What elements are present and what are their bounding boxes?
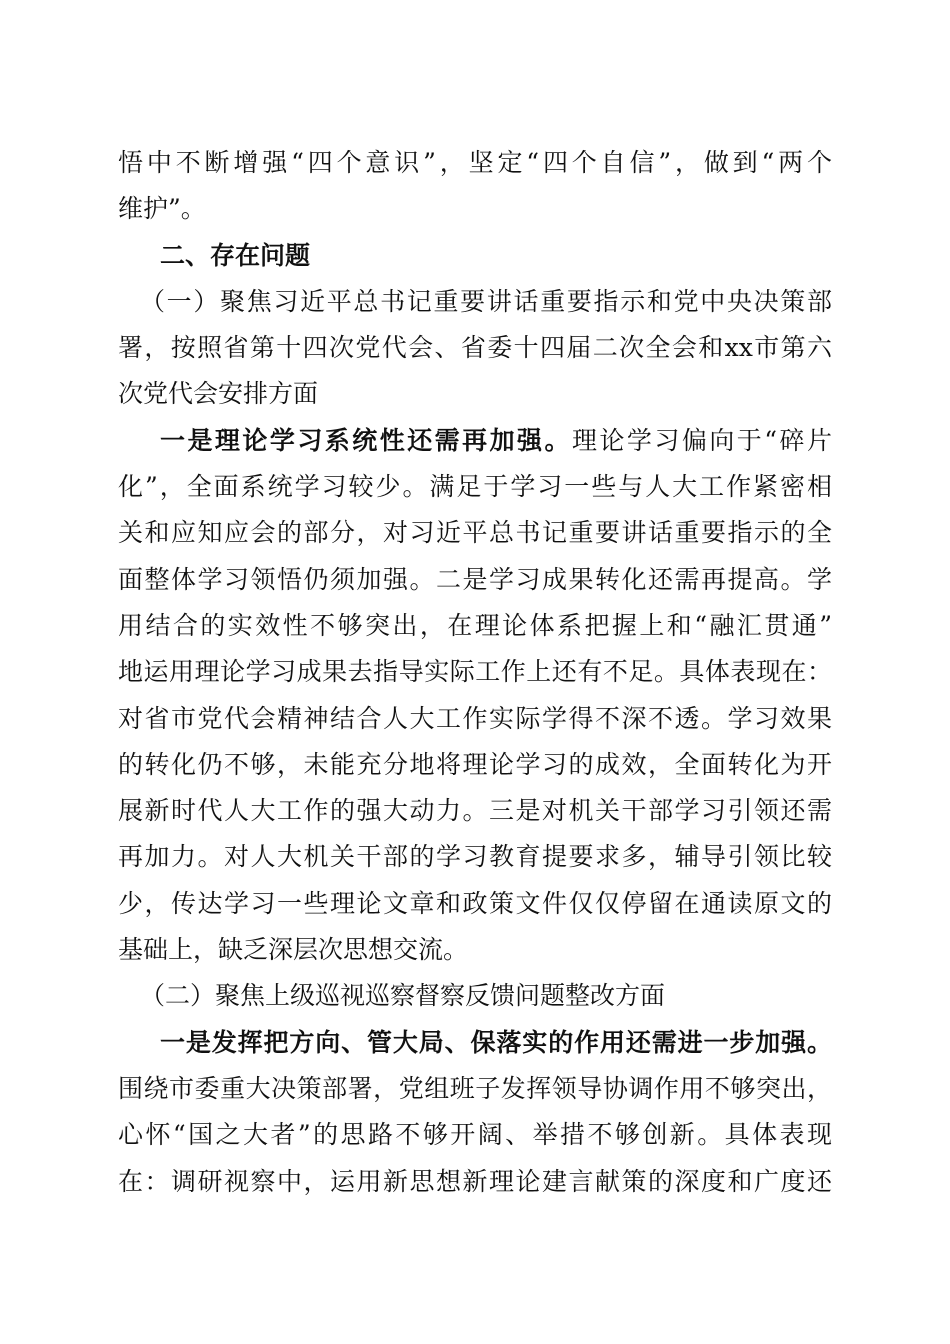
paragraph-text: 理论学习偏向于“碎片 — [572, 425, 832, 455]
text-line — [118, 418, 832, 464]
text-line: 关和应知应会的部分，对习近平总书记重要讲话重要指示的全 — [118, 518, 832, 548]
text-line: 心怀“国之大者”的思路不够开阔、举措不够创新。具体表现 — [118, 1120, 832, 1150]
text-line: 再加力。对人大机关干部的学习教育提要求多，辅导引领比较 — [118, 842, 832, 872]
text-line: 展新时代人大工作的强大动力。三是对机关干部学习引领还需 — [118, 796, 832, 826]
text-line: 地运用理论学习成果去指导实际工作上还有不足。具体表现在： — [118, 657, 832, 687]
text-line: 基础上，缺乏深层次思想交流。 — [118, 935, 469, 965]
text-line: 对省市党代会精神结合人大工作实际学得不深不透。学习效果 — [118, 703, 832, 733]
subsection-title: （一）聚焦习近平总书记重要讲话重要指示和党中央决策部 — [140, 286, 832, 316]
text-line: 围绕市委重大决策部署，党组班子发挥领导协调作用不够突出， — [118, 1073, 832, 1103]
section-heading: 二、存在问题 — [160, 240, 311, 270]
text-line: 维护”。 — [118, 194, 206, 224]
text-line: 少，传达学习一些理论文章和政策文件仅仅停留在通读原文的 — [118, 888, 832, 918]
text-line: 在：调研视察中，运用新思想新理论建言献策的深度和广度还 — [118, 1166, 832, 1196]
text-line: 悟中不断增强“四个意识”，坚定“四个自信”，做到“两个 — [118, 148, 832, 177]
subsection-title: 署，按照省第十四次党代会、省委十四届二次全会和xx市第六 — [118, 333, 832, 363]
paragraph-lead: 一是理论学习系统性还需再加强。 — [160, 425, 572, 455]
paragraph-lead: 一是发挥把方向、管大局、保落实的作用还需进一步加强。 — [160, 1027, 832, 1057]
text-line: 化”，全面系统学习较少。满足于学习一些与人大工作紧密相 — [118, 472, 832, 502]
text-line: 的转化仍不够，未能充分地将理论学习的成效，全面转化为开 — [118, 749, 832, 779]
subsection-title: 次党代会安排方面 — [118, 379, 319, 409]
text-line: 用结合的实效性不够突出，在理论体系把握上和“融汇贯通” — [118, 610, 832, 640]
text-line: 面整体学习领悟仍须加强。二是学习成果转化还需再提高。学 — [118, 564, 832, 594]
document-body — [118, 140, 832, 1205]
subsection-title: （二）聚焦上级巡视巡察督察反馈问题整改方面 — [140, 981, 666, 1011]
